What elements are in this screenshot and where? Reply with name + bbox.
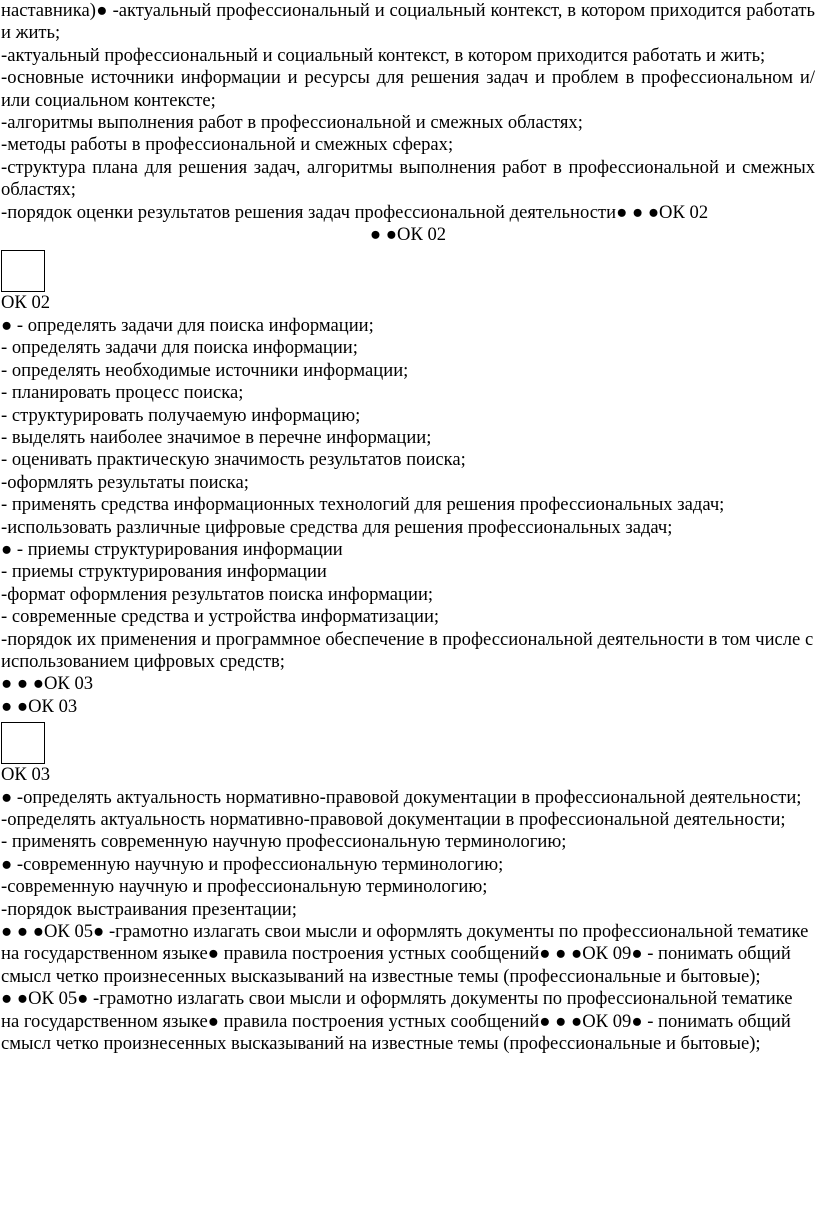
text-line: - приемы структурирования информации bbox=[1, 561, 327, 583]
text-line: -алгоритмы выполнения работ в профессиональной и смежных областях; bbox=[1, 112, 583, 134]
text-line: - оценивать практическую значимость результатов поиска; bbox=[1, 449, 466, 471]
text-line: -порядок выстраивания презентации; bbox=[1, 898, 297, 920]
text-line: - применять средства информационных технологий для решения профессиональных задач; bbox=[1, 494, 725, 516]
text-line: -порядок оценки результатов решения задач профессиональной деятельности● ● ●ОК 02 bbox=[1, 201, 709, 223]
empty-box bbox=[1, 250, 45, 292]
text-line: ● - приемы структурирования информации bbox=[1, 538, 343, 560]
text-line: -структура плана для решения задач, алгоритмы выполнения работ в профессиональной и смежных областях; bbox=[1, 156, 815, 201]
text-line: - планировать процесс поиска; bbox=[1, 382, 244, 404]
text-line: ● ●ОК 03 bbox=[1, 695, 78, 717]
section-label-ok02: ОК 02 bbox=[1, 292, 51, 314]
text-line: -основные источники информации и ресурсы для решения задач и проблем в профессиональном и/или социальном контексте; bbox=[1, 67, 815, 111]
text-line: ● ●ОК 05● -грамотно излагать свои мысли и оформлять документы по профессиональной тематике на государственном языке● правила построения устных сообщений● ● ●ОК 09● - понимать общий смысл четко произнесенных высказываний на известные темы (профессиональные и бытовые); bbox=[1, 988, 793, 1055]
text-line: ● ● ●ОК 03 bbox=[1, 673, 94, 695]
text-line: -актуальный профессиональный и социальный контекст, в котором приходится работать и жить; bbox=[1, 44, 766, 66]
text-line: ● -современную научную и профессиональную терминологию; bbox=[1, 853, 504, 875]
text-line: ● -определять актуальность нормативно-правовой документации в профессиональной деятельности; bbox=[1, 786, 802, 808]
text-line: -порядок их применения и программное обеспечение в профессиональной деятельности в том числе с использованием цифровых средств; bbox=[1, 628, 814, 672]
text-line: -методы работы в профессиональной и смежных сферах; bbox=[1, 134, 454, 156]
text-line: -современную научную и профессиональную терминологию; bbox=[1, 876, 488, 898]
text-line: -определять актуальность нормативно-правовой документации в профессиональной деятельности; bbox=[1, 809, 786, 830]
text-line: - современные средства и устройства информатизации; bbox=[1, 606, 440, 628]
text-line: - структурировать получаемую информацию; bbox=[1, 404, 361, 426]
text-line: -формат оформления результатов поиска информации; bbox=[1, 583, 434, 605]
section-label-ok03: ОК 03 bbox=[1, 764, 51, 786]
text-line: -оформлять результаты поиска; bbox=[1, 471, 249, 493]
text-line: наставника)● -актуальный профессиональный и социальный контекст, в котором приходится работать и жить; bbox=[1, 0, 815, 44]
empty-box bbox=[1, 722, 45, 764]
text-line: ● - определять задачи для поиска информации; bbox=[1, 314, 374, 336]
text-line: -использовать различные цифровые средства для решения профессиональных задач; bbox=[1, 516, 673, 538]
text-line: - определять необходимые источники информации; bbox=[1, 359, 409, 381]
text-line: - выделять наиболее значимое в перечне информации; bbox=[1, 426, 432, 448]
text-line: ● ● ●ОК 05● -грамотно излагать свои мысли и оформлять документы по профессиональной тематике на государственном языке● правила построения устных сообщений● ● ●ОК 09● - понимать общий смысл четко произнесенных высказываний на известные темы (профессиональные и бытовые); bbox=[1, 921, 809, 987]
centered-line: ● ●ОК 02 bbox=[369, 224, 447, 246]
text-line: - применять современную научную профессиональную терминологию; bbox=[1, 831, 567, 853]
text-line: - определять задачи для поиска информации; bbox=[1, 337, 358, 359]
